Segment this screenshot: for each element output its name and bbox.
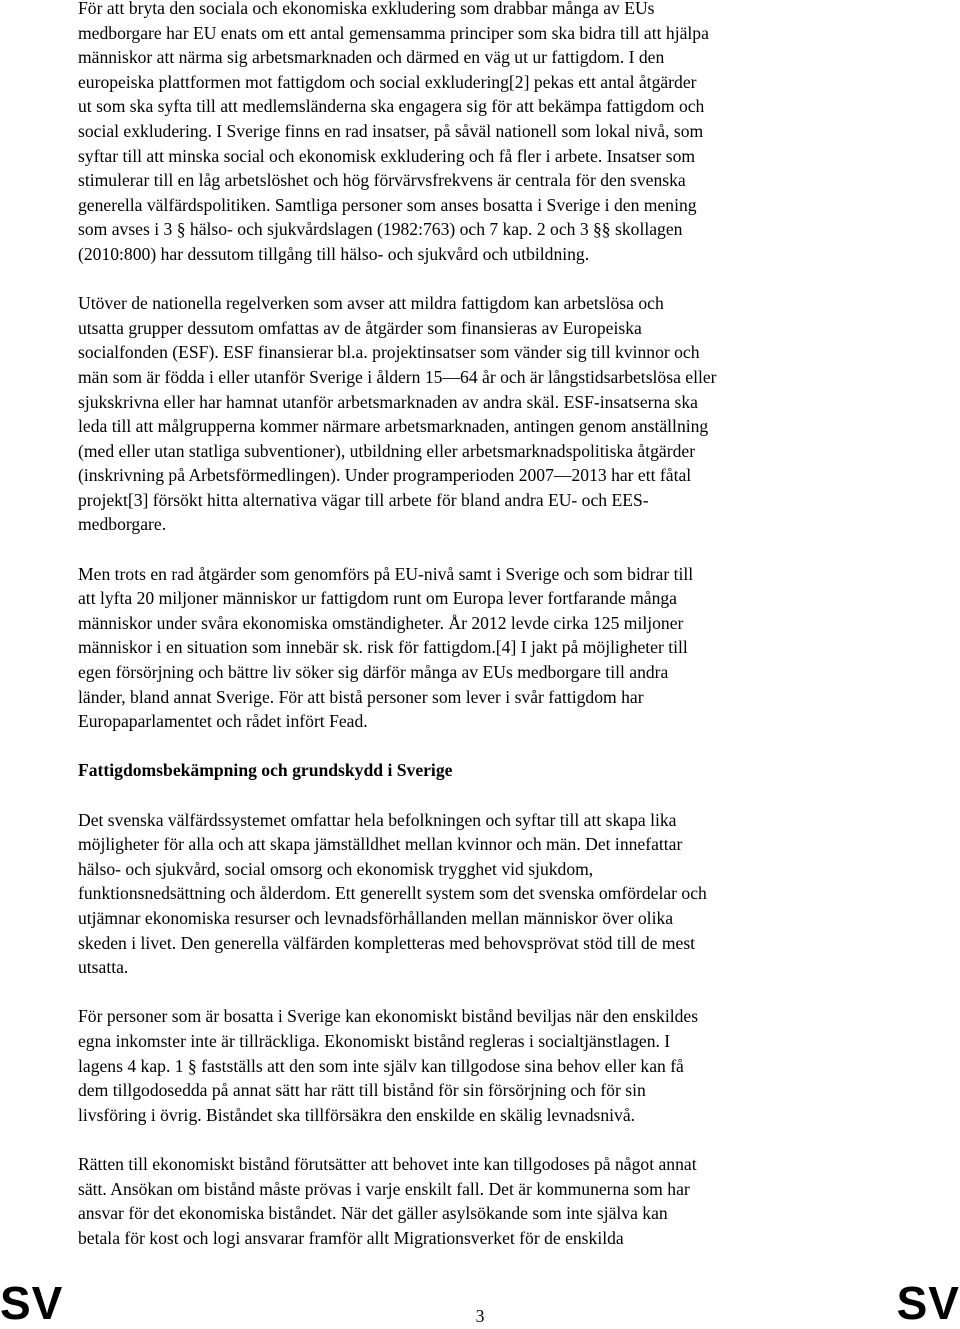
paragraph-esf: Utöver de nationella regelverken som avser att mildra fattigdom kan arbetslösa och utsatta grupper dessutom omfattas av de åtgärder som finansieras av Europeiska socialfonden (ESF). ESF finansierar bl.a. projektinsatser som vänder sig till kvinnor och män som är födda i eller utanför Sverige i åldern 15—64 år och är långstidsarbetslösa eller sjukskrivna eller har hamnat utanför arbetsmarknaden av andra skäl. ESF-insatserna ska leda till att målgrupperna kommer närmare arbetsmarknaden, antingen genom anställning (med eller utan statliga subventioner), utbildning eller arbetsmarknadspolitiska åtgärder (inskrivning på Arbetsförmedlingen). Under programperioden 2007—2013 har ett fåtal projekt[3] försökt hitta alternativa vägar till arbete för bland andra EU- och EES- medborgare.: [78, 293, 717, 535]
footer-language-label-right: SV: [896, 1277, 960, 1329]
paragraph-eu-poverty: Men trots en rad åtgärder som genomförs på EU-nivå samt i Sverige och som bidrar till att lyfta 20 miljoner människor ur fattigdom runt om Europa lever fortfarande många människor under svåra ekonomiska omständigheter. År 2012 levde cirka 125 miljoner människor i en situation som innebär sk. risk för fattigdom.[4] I jakt på möjligheter till egen försörjning och bättre liv söker sig därför många av EUs medborgare till andra länder, bland annat Sverige. För att bistå personer som lever i svår fattigdom har Europaparlamentet och rådet infört Fead.: [78, 563, 694, 732]
paragraph-eu-principles: För att bryta den sociala och ekonomiska exkludering som drabbar många av EUs medborgare har EU enats om ett antal gemensamma principer som ska bidra till att hjälpa människor att närma sig arbetsmarknaden och därmed en väg ut ur fattigdom. I den europeiska plattformen mot fattigdom och social exkludering[2] pekas ett antal åtgärder ut som ska syfta till att medlemsländerna ska engagera sig för att bekämpa fattigdom och social exkludering. I Sverige finns en rad insatser, på såväl nationell som lokal nivå, som syftar till att minska social och ekonomisk exkludering och få fler i arbete. Insatser som stimulerar till en låg arbetslöshet och hög förvärvsfrekvens är centrala för den svenska generella välfärdspolitiken. Samtliga personer som anses bosatta i Sverige i den mening som avses i 3 § hälso- och sjukvårdslagen (1982:763) och 7 kap. 2 och 3 §§ skollagen (2010:800) har dessutom tillgång till hälso- och sjukvård och utbildning.: [78, 0, 709, 264]
document-body: [78, 0, 848, 1250]
paragraph-welfare-system: Det svenska välfärdssystemet omfattar hela befolkningen och syftar till att skapa lika möjligheter för alla och att skapa jämställdhet mellan kvinnor och män. Det innefattar hälso- och sjukvård, social omsorg och ekonomisk trygghet vid sjukdom, funktionsnedsättning och ålderdom. Ett generellt system som det svenska omfördelar och utjämnar ekonomiska resurser och levnadsförhållanden mellan människor över olika skeden i livet. Den generella välfärden kompletteras med behovsprövat stöd till de mest utsatta.: [78, 809, 707, 978]
section-heading: Fattigdomsbekämpning och grundskydd i Sverige: [78, 760, 453, 781]
paragraph-assistance-rights: Rätten till ekonomiskt bistånd förutsätter att behovet inte kan tillgodoses på något annat sätt. Ansökan om bistånd måste prövas i varje enskilt fall. Det är kommunerna som har ansvar för det ekonomiska biståndet. När det gäller asylsökande som inte själva kan betala för kost och logi ansvarar framför allt Migrationsverket för de enskilda: [78, 1153, 697, 1248]
page-number: 3: [475, 1306, 485, 1326]
footer-language-label-left: SV: [0, 1277, 64, 1329]
paragraph-economic-assistance: För personer som är bosatta i Sverige kan ekonomiskt bistånd beviljas när den enskildes egna inkomster inte är tillräckliga. Ekonomiskt bistånd regleras i socialtjänstlagen. I lagens 4 kap. 1 § fastställs att den som inte själv kan tillgodose sina behov eller kan få dem tillgodosedda på annat sätt har rätt till bistånd för sin försörjning och för sin livsföring i övrig. Biståndet ska tillförsäkra den enskilde en skälig levnadsnivå.: [78, 1006, 699, 1125]
